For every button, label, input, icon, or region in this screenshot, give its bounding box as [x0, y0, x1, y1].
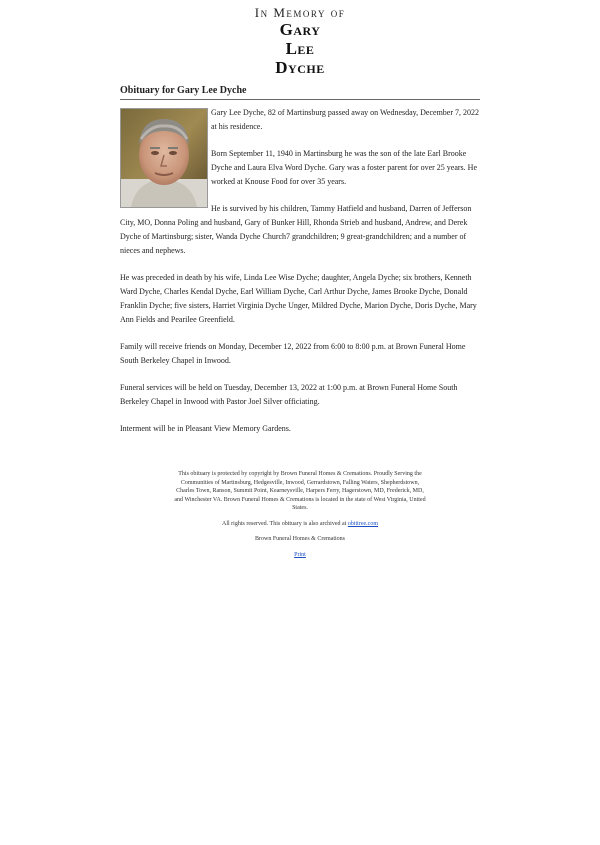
obituary-paragraph: He was preceded in death by his wife, Linda Lee Wise Dyche; daughter, Angela Dyche; six brothers, Kenneth Ward Dyche, Charles Kendal Dyche, Earl William Dyche, Carl Arthur Dyche, James Brooke Dyche, Donald Franklin Dyche; five sisters, Harriet Virginia Dyche Unger, Mildred Dyche, Marion Dyche, Doris Dyche, Mary Ann Fields and Pearilee Greenfield. [120, 273, 477, 324]
copyright-notice: This obituary is protected by copyright by Brown Funeral Homes & Cremations. Proudly Serving the Communities of Martinsburg, Hedgesville, Inwood, Gerrardstown, Falling Waters, Shepherdstown, Charles Town, Ranson, Summit Point, Kearneysville, Harpers Ferry, Hagerstown, MD, Frederick, MD, and Winchester VA. Brown Funeral Homes & Cremations is located in the state of West Virginia, United States. [174, 471, 426, 511]
obittree-link[interactable]: obittree.com [347, 520, 378, 527]
funeral-home-name: Brown Funeral Homes & Cremations [255, 536, 345, 542]
deceased-photo [120, 108, 208, 208]
print-link[interactable]: Print [294, 551, 306, 558]
deceased-last-name: Dyche [275, 58, 325, 77]
obituary-content [120, 85, 480, 449]
obituary-paragraph: He is survived by his children, Tammy Hatfield and husband, Darren of Jefferson City, MO, Donna Poling and husband, Gary of Bunker Hill, Rhonda Strieb and husband, Andrew, and Derek Dyche of Martinsburg; sister, Wanda Dyche Church7 grandchildren; 9 great-grandchildren; and a number of nieces and nephews. [120, 204, 472, 255]
archive-notice [172, 520, 428, 529]
obituary-paragraph: Family will receive friends on Monday, December 12, 2022 from 6:00 to 8:00 p.m. at Brown Funeral Home South Berkeley Chapel in Inwood. [120, 342, 466, 365]
memorial-header [0, 0, 600, 77]
obituary-paragraph: Funeral services will be held on Tuesday, December 13, 2022 at 1:00 p.m. at Brown Funeral Home South Berkeley Chapel in Inwood with Pastor Joel Silver officiating. [120, 383, 458, 406]
rights-text: All rights reserved. This obituary is also archived at [221, 520, 348, 527]
page-footer [172, 470, 428, 566]
in-memory-heading: In Memory of [254, 5, 346, 20]
portrait-image [121, 109, 207, 207]
deceased-first-name: Gary [279, 20, 321, 39]
obituary-title: Obituary for Gary Lee Dyche [120, 85, 480, 100]
obituary-paragraph: Interment will be in Pleasant View Memory Gardens. [120, 424, 291, 433]
obituary-paragraph: Born September 11, 1940 in Martinsburg he was the son of the late Earl Brooke Dyche and Laura Elva Word Dyche. Gary was a foster parent for over 25 years. He worked at Knouse Food for over 35 years. [211, 149, 477, 186]
obituary-paragraph: Gary Lee Dyche, 82 of Martinsburg passed away on Wednesday, December 7, 2022 at his residence. [211, 108, 480, 131]
deceased-middle-name: Lee [285, 39, 315, 58]
